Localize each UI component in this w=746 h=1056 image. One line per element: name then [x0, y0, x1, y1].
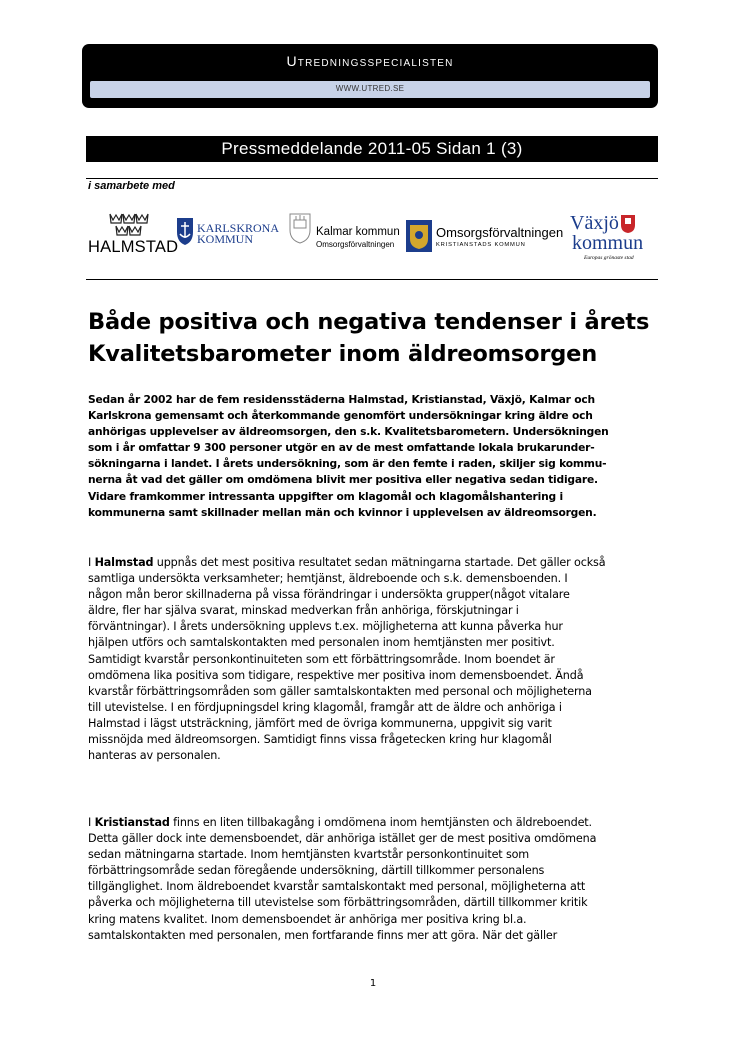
kalmar-name-2: Omsorgsförvaltningen — [316, 240, 395, 249]
paragraph-line: någon mån beror skillnaderna på vissa förändringar i undersökta grupper(något vitalare — [88, 588, 570, 602]
kalmar-name-1: Kalmar kommun — [316, 226, 400, 238]
paragraph-line: hanteras av personalen. — [88, 749, 221, 763]
paragraph-line: omdömena lika positiva som tidigare, respektive mer positiva inom demensboendet. Ändå — [88, 668, 584, 682]
vaxjo-name-1: Växjö — [570, 212, 619, 234]
vaxjo-name-2: kommun — [572, 232, 644, 254]
banner-url[interactable]: WWW.UTRED.SE — [335, 84, 405, 93]
paragraph-line: Halmstad i lägst utsträckning, jämfört med de övriga kommunerna, uppgivit sig varit — [88, 716, 552, 730]
paragraph-line: samtalskontakten med personalen, men fortfarande finns mer att göra. När det gäller — [88, 928, 558, 942]
headline-line: Kvalitetsbarometer inom äldreomsorgen — [88, 341, 598, 367]
vaxjo-logo — [570, 208, 650, 260]
paragraph-line: förväntningar). I årets undersökning upplevs t.ex. möjligheterna att kunna påverka hur — [88, 620, 563, 634]
paragraph-line: äldre, fler har själva svarat, minskad medverkan från anhöriga, förskjutningar i — [88, 604, 519, 618]
lead-line: Karlskrona gemensamt och återkommande genomfört undersökningar kring äldre och — [88, 409, 593, 423]
paragraph-line: sedan mätningarna startade. Inom hemtjänsten kvartstår personkontinuitet som — [88, 848, 530, 862]
halmstad-paragraph — [88, 555, 668, 764]
line-prefix: I — [88, 816, 95, 829]
halmstad-name: HALMSTAD — [88, 238, 179, 256]
city-name: Halmstad — [94, 556, 154, 569]
page-number: 1 — [369, 978, 377, 989]
city-name: Kristianstad — [94, 816, 170, 829]
kristianstad-paragraph — [88, 815, 668, 944]
line-prefix: I — [88, 556, 95, 569]
karlskrona-name-1: KARLSKRONA — [197, 221, 280, 235]
paragraph-line: missnöjda med äldreomsorgen. Samtidigt finns vissa frågetecken kring hur klagomål — [88, 733, 552, 747]
lead-line: nerna åt vad det gäller om omdömena blivit mer positiva eller negativa sedan tidigare. — [88, 473, 598, 487]
kalmar-logo — [288, 208, 406, 260]
paragraph-line: Detta gäller dock inte demensboendet, där anhöriga istället ger de mest positiva omdömena — [88, 832, 597, 846]
anchor-crest-icon — [175, 216, 195, 246]
headline-line: Både positiva och negativa tendenser i årets — [88, 309, 650, 335]
press-release-bar: Pressmeddelande 2011-05 Sidan 1 (3) — [86, 136, 658, 162]
lead-line: anhörigas upplevelser av äldreomsorgen, den s.k. Kvalitetsbarometern. Undersökningen — [88, 425, 609, 439]
paragraph-line: Samtidigt kvarstår personkontinuiteten som ett förbättringsområde. Inom boendet är — [88, 652, 555, 666]
kristianstad-logo — [406, 208, 566, 260]
collaboration-label: i samarbete med — [88, 180, 175, 192]
headline — [88, 306, 658, 370]
header-banner — [82, 44, 658, 108]
vaxjo-crest-icon — [620, 214, 636, 234]
banner-title: Utredningsspecialisten — [286, 53, 454, 69]
lead-line: som i år omfattar 9 300 personer utgör en av de mest omfattande lokala brukarunder- — [88, 441, 595, 455]
lead-line: Vidare framkommer intressanta uppgifter om klagomål och klagomålshantering i — [88, 489, 563, 503]
paragraph-first-line — [88, 555, 668, 571]
line-rest: finns en liten tillbakagång i omdömena inom hemtjänsten och äldreboendet. — [169, 816, 592, 829]
kristianstad-crest-icon — [406, 220, 432, 252]
lead-paragraph — [88, 392, 668, 521]
lead-line: kommunerna samt skillnader mellan män och kvinnor i upplevelsen av äldreomsorgen. — [88, 505, 597, 519]
paragraph-line: tillgänglighet. Inom äldreboendet kvarstår samtalskontakt med personal, möjligheterna att — [88, 880, 586, 894]
paragraph-line: förbättringsområde sedan föregående undersökning, därtill tillkommer personalens — [88, 864, 545, 878]
karlskrona-logo — [175, 208, 280, 260]
halmstad-logo — [88, 208, 179, 260]
lead-line: Sedan år 2002 har de fem residensstäderna Halmstad, Kristianstad, Växjö, Kalmar och — [88, 393, 595, 406]
paragraph-line: kvarstår förbättringsområden som gäller samtalskontakten med personal och möjligheterna — [88, 684, 592, 698]
kristianstad-name-2: KRISTIANSTADS KOMMUN — [436, 242, 526, 248]
url-bar — [90, 81, 650, 98]
paragraph-line: samtliga undersökta verksamheter; hemtjänst, äldreboende och s.k. demensboenden. I — [88, 572, 568, 586]
line-rest: uppnås det mest positiva resultatet sedan mätningarna startade. Det gäller också — [153, 556, 606, 569]
kristianstad-name-1: Omsorgsförvaltningen — [436, 225, 564, 240]
divider-top — [86, 178, 658, 179]
paragraph-line: hjälpen utförs och samtalskontakten med personalen inom hemtjänsten mer positivt. — [88, 636, 555, 650]
paragraph-line: till utevistelse. I en fördjupningsdel kring klagomål, framgår att de äldre och anhöriga i — [88, 700, 562, 714]
paragraph-first-line — [88, 815, 668, 831]
karlskrona-name-2: KOMMUN — [197, 232, 254, 246]
vaxjo-tagline: Europas grönaste stad — [584, 255, 634, 261]
kalmar-crest-icon — [288, 210, 312, 244]
paragraph-line: påverka och möjligheterna till utevistelse som förbättringsområden, därtill tillkommer kritik — [88, 896, 588, 910]
lead-line: sökningarna i landet. I årets undersökning, som är den femte i raden, skiljer sig kommu- — [88, 457, 607, 471]
divider-bottom — [86, 279, 658, 280]
paragraph-line: kring matens kvalitet. Inom demensboendet är anhöriga mer positiva kring bl.a. — [88, 912, 527, 926]
